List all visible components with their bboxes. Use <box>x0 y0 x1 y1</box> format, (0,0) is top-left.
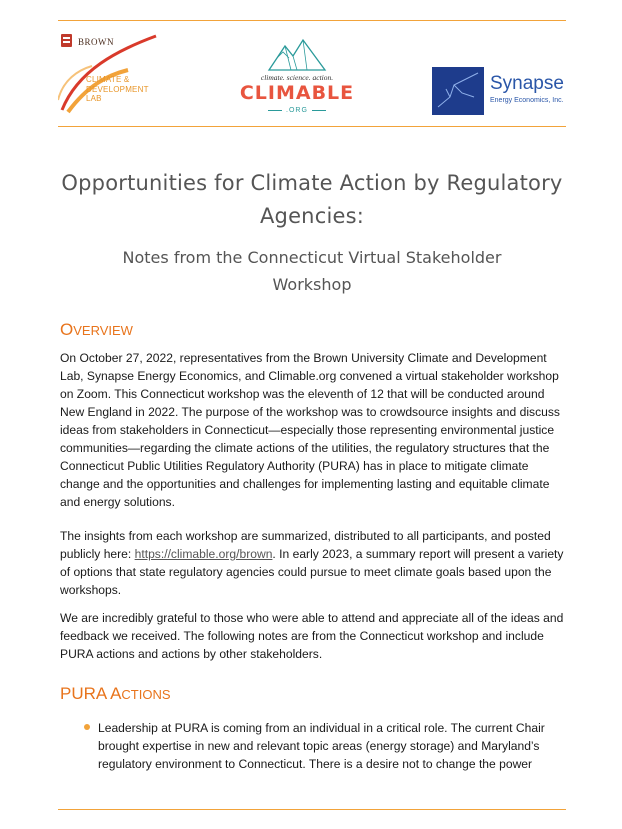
header-rule <box>58 126 566 127</box>
document-subtitle: Notes from the Connecticut Virtual Stakeholder Workshop <box>122 248 502 294</box>
overview-heading: OVERVIEW <box>60 320 133 339</box>
brown-cdl-logo <box>58 30 178 120</box>
overview-paragraph-2: The insights from each workshop are summarized, distributed to all participants, and posted publicly here: https://climable.org/brown. In early 2023, a summary report will present a variety of options that state regulatory agencies could pursue to meet climate goals based upon the workshops. <box>60 529 564 597</box>
climable-org: .ORG <box>232 107 362 114</box>
synapse-neuron-icon <box>432 67 484 115</box>
mountains-icon <box>267 36 327 72</box>
document-title: Opportunities for Climate Action by Regulatory Agencies: <box>61 171 563 228</box>
pura-actions-heading: PURA ACTIONS <box>60 684 171 703</box>
synapse-wordmark: Synapse <box>490 73 564 94</box>
climable-logo <box>232 36 362 122</box>
synapse-logo <box>432 67 568 115</box>
overview-paragraph-3: We are incredibly grateful to those who were able to attend and appreciate all of the ideas and feedback we received. The following notes are from the Connecticut workshop and include PURA actions and actions by other stakeholders. <box>60 611 564 661</box>
top-rule <box>58 20 566 21</box>
footer-rule <box>58 809 566 810</box>
climable-brown-link[interactable]: https://climable.org/brown <box>134 547 273 561</box>
synapse-subtitle: Energy Economics, Inc. <box>490 97 564 104</box>
overview-paragraph-1: On October 27, 2022, representatives from the Brown University Climate and Development Lab, Synapse Energy Economics, and Climable.org convened a virtual stakeholder workshop on Zoom. This Connecticut workshop was the eleventh of 12 that will be conducted around New England in 2022. The purpose of the workshop was to crowdsource insights and discuss ideas from stakeholders in Connecticut—especially those representing environmental justice communities—regarding the climate actions of the utilities, the regulatory structures that the Connecticut Public Utilities Regulatory Authority (PURA) has in place to mitigate climate change and the opportunities and challenges for implementing lasting and equitable climate and energy solutions. <box>60 351 560 509</box>
brown-wordmark: BROWN <box>78 37 114 47</box>
climable-tagline: climate. science. action. <box>260 73 334 82</box>
cdl-wordmark: CLIMATE & DEVELOPMENT LAB <box>86 75 149 103</box>
list-item: Leadership at PURA is coming from an individual in a critical role. The current Chair brought expertise in new and relevant topic areas (energy storage) and Maryland’s regulatory environment to Connecticut. There is a desire not to change the power <box>60 719 570 773</box>
bullet-icon <box>84 724 90 730</box>
pura-actions-list <box>60 719 570 773</box>
climable-wordmark: CLIMABLE <box>239 82 355 104</box>
